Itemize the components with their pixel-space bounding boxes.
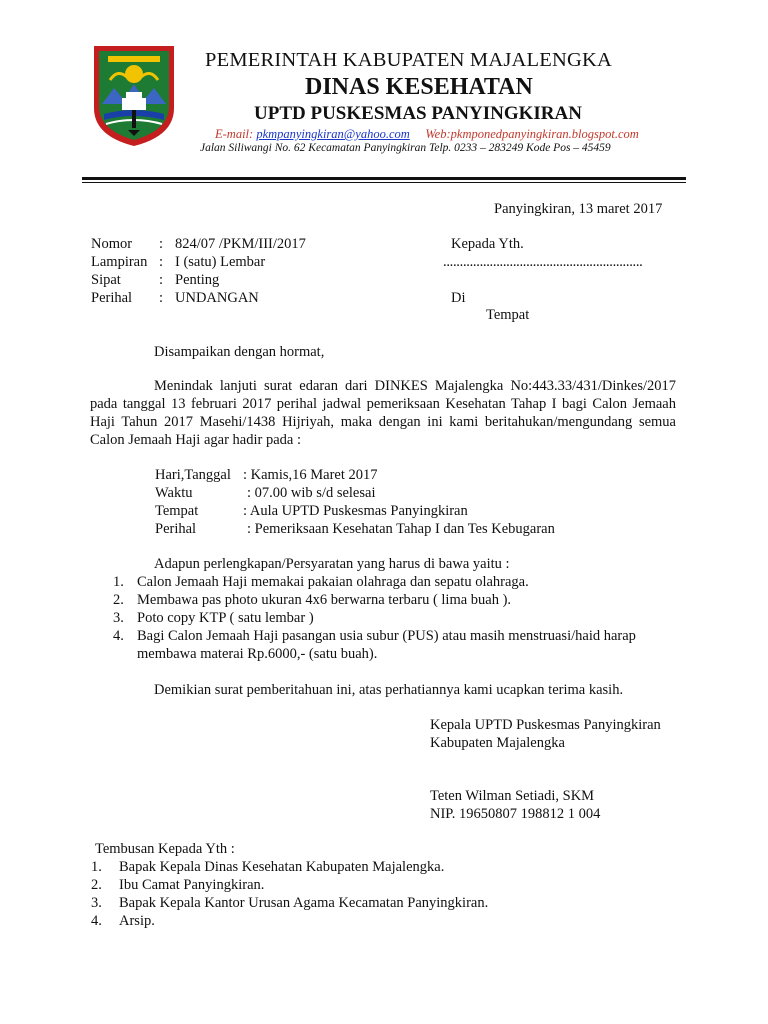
- meta-sep: :: [159, 254, 164, 270]
- event-label-place: Tempat: [155, 503, 199, 519]
- meta-sep: :: [159, 290, 164, 306]
- requirements-intro: Adapun perlengkapan/Persyaratan yang harus di bawa yaitu :: [154, 556, 510, 572]
- greeting: Disampaikan dengan hormat,: [154, 344, 325, 360]
- meta-label-nomor: Nomor: [91, 236, 133, 252]
- requirement-item: Poto copy KTP ( satu lembar ): [137, 610, 314, 626]
- meta-label-sipat: Sipat: [91, 272, 121, 288]
- requirement-number: 1.: [113, 574, 124, 590]
- signature-title-1: Kepala UPTD Puskesmas Panyingkiran: [430, 717, 661, 733]
- meta-sep: :: [159, 236, 164, 252]
- meta-value-nomor: 824/07 /PKM/III/2017: [175, 236, 306, 252]
- email-link[interactable]: pkmpanyingkiran@yahoo.com: [256, 127, 410, 141]
- recipient-to: Kepada Yth.: [451, 236, 524, 252]
- meta-label-lampiran: Lampiran: [91, 254, 148, 270]
- cc-item: Bapak Kepala Kantor Urusan Agama Kecamatan Panyingkiran.: [119, 895, 489, 911]
- cc-number: 1.: [91, 859, 102, 875]
- requirement-number: 3.: [113, 610, 124, 626]
- meta-sep: :: [159, 272, 164, 288]
- meta-value-lampiran: I (satu) Lembar: [175, 254, 266, 270]
- requirement-number: 2.: [113, 592, 124, 608]
- requirement-item: Membawa pas photo ukuran 4x6 berwarna terbaru ( lima buah ).: [137, 592, 512, 608]
- header-divider-thin: [82, 182, 686, 183]
- requirement-item: Bagi Calon Jemaah Haji pasangan usia subur (PUS) atau masih menstruasi/haid harap: [137, 628, 636, 644]
- recipient-di: Di: [451, 290, 466, 306]
- letterhead-address: Jalan Siliwangi No. 62 Kecamatan Panyingkiran Telp. 0233 – 283249 Kode Pos – 45459: [200, 142, 611, 154]
- cc-title: Tembusan Kepada Yth :: [95, 841, 235, 857]
- event-value-time: : 07.00 wib s/d selesai: [247, 485, 376, 501]
- cc-number: 3.: [91, 895, 102, 911]
- meta-value-sipat: Penting: [175, 272, 220, 288]
- requirement-item-continued: membawa materai Rp.6000,- (satu buah).: [137, 646, 378, 662]
- header-divider-thick: [82, 177, 686, 180]
- meta-value-perihal: UNDANGAN: [175, 290, 259, 306]
- cc-item: Ibu Camat Panyingkiran.: [119, 877, 265, 893]
- event-value-subject: : Pemeriksaan Kesehatan Tahap I dan Tes Kebugaran: [247, 521, 555, 537]
- recipient-tempat: Tempat: [486, 307, 530, 323]
- cc-number: 4.: [91, 913, 102, 929]
- event-value-date: : Kamis,16 Maret 2017: [243, 467, 378, 483]
- meta-label-perihal: Perihal: [91, 290, 133, 306]
- web-text: Web:pkmponedpanyingkiran.blogspot.com: [425, 127, 639, 141]
- cc-item: Arsip.: [119, 913, 155, 929]
- requirement-item: Calon Jemaah Haji memakai pakaian olahraga dan sepatu olahraga.: [137, 574, 529, 590]
- recipient-dots: ............................................................: [443, 254, 643, 270]
- closing-paragraph: Demikian surat pemberitahuan ini, atas perhatiannya kami ucapkan terima kasih.: [154, 682, 624, 698]
- letterhead-contact: [215, 127, 639, 142]
- event-label-time: Waktu: [155, 485, 193, 501]
- event-label-subject: Perihal: [155, 521, 197, 537]
- cc-item: Bapak Kepala Dinas Kesehatan Kabupaten Majalengka.: [119, 859, 445, 875]
- requirement-number: 4.: [113, 628, 124, 644]
- event-value-place: : Aula UPTD Puskesmas Panyingkiran: [243, 503, 468, 519]
- cc-number: 2.: [91, 877, 102, 893]
- intro-paragraph: Menindak lanjuti surat edaran dari DINKES Majalengka No:443.33/431/Dinkes/2017 pada tanggal 13 februari 2017 perihal jadwal pemeriksaan Kesehatan Tahap I bagi Calon Jemaah Haji Tahun 2017 Masehi/1438 Hijriyah, maka dengan ini kami beritahukan/mengundang semua Calon Jemaah Haji agar hadir pada :: [90, 378, 676, 448]
- date-place: Panyingkiran, 13 maret 2017: [494, 201, 663, 217]
- signature-name: Teten Wilman Setiadi, SKM: [430, 788, 595, 804]
- email-label: E-mail:: [215, 127, 254, 141]
- letterhead-agency: DINAS KESEHATAN: [305, 74, 533, 100]
- letterhead-government: PEMERINTAH KABUPATEN MAJALENGKA: [205, 49, 612, 71]
- majalengka-emblem-logo: [92, 44, 176, 148]
- signature-nip: NIP. 19650807 198812 1 004: [430, 806, 601, 822]
- letterhead-unit: UPTD PUSKESMAS PANYINGKIRAN: [254, 103, 582, 124]
- event-label-date: Hari,Tanggal: [155, 467, 231, 483]
- signature-title-2: Kabupaten Majalengka: [430, 735, 565, 751]
